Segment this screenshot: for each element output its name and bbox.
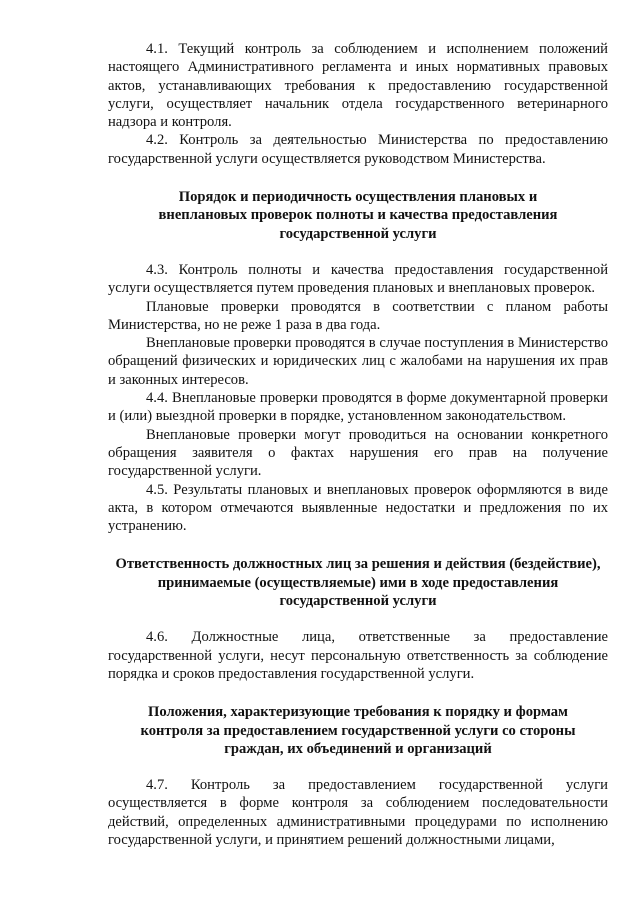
paragraph-4-7: 4.7. Контроль за предоставлением государственной услуги осуществляется в форме контроля за соблюдением последовательности действий, определенных административными процедурами по исполнению государственной услуги, и принятием решений должностными лицами, (108, 777, 608, 848)
section-heading-inspections: Порядок и периодичность осуществления плановых и внеплановых проверок полноты и качества предоставления государственной услуги (158, 189, 558, 242)
paragraph-4-4: 4.4. Внеплановые проверки проводятся в форме документарной проверки и (или) выездной проверки в порядке, установленном законодательством. (108, 390, 608, 425)
paragraph-4-2: 4.2. Контроль за деятельностью Министерства по предоставлению государственной услуги осуществляется руководством Министерства. (108, 132, 608, 167)
section-heading-responsibility: Ответственность должностных лиц за решения и действия (бездействие), принимаемые (осуществляемые) ими в ходе предоставления государственной услуги (115, 556, 601, 610)
paragraph-planned-inspections: Плановые проверки проводятся в соответствии с планом работы Министерства, но не реже 1 раза в два года. (108, 298, 608, 333)
paragraph-4-6: 4.6. Должностные лица, ответственные за предоставление государственной услуги, несут персональную ответственность за соблюдение порядка и сроков предоставления государственной услуги. (108, 629, 608, 682)
paragraph-4-5: 4.5. Результаты плановых и внеплановых проверок оформляются в виде акта, в котором отмечаются выявленные недостатки и предложения по их устранению. (108, 481, 608, 535)
document-page (108, 40, 608, 849)
section-heading-public-control: Положения, характеризующие требования к порядку и формам контроля за предоставлением государственной услуги со стороны граждан, их объединений и организаций (140, 704, 576, 757)
paragraph-unplanned-grounds: Внеплановые проверки могут проводиться на основании конкретного обращения заявителя о фактах нарушения его прав на получение государственной услуги. (108, 426, 608, 480)
paragraph-4-3: 4.3. Контроль полноты и качества предоставления государственной услуги осуществляется путем проведения плановых и внеплановых проверок. (108, 261, 608, 297)
paragraph-unplanned-inspections: Внеплановые проверки проводятся в случае поступления в Министерство обращений физических и юридических лиц с жалобами на нарушения их прав и законных интересов. (108, 335, 608, 388)
paragraph-4-1: 4.1. Текущий контроль за соблюдением и исполнением положений настоящего Административного регламента и иных нормативных правовых актов, устанавливающих требования к предоставлению государственной услуги, осуществляет начальник отдела государственного ветеринарного надзора и контроля. (108, 41, 608, 131)
